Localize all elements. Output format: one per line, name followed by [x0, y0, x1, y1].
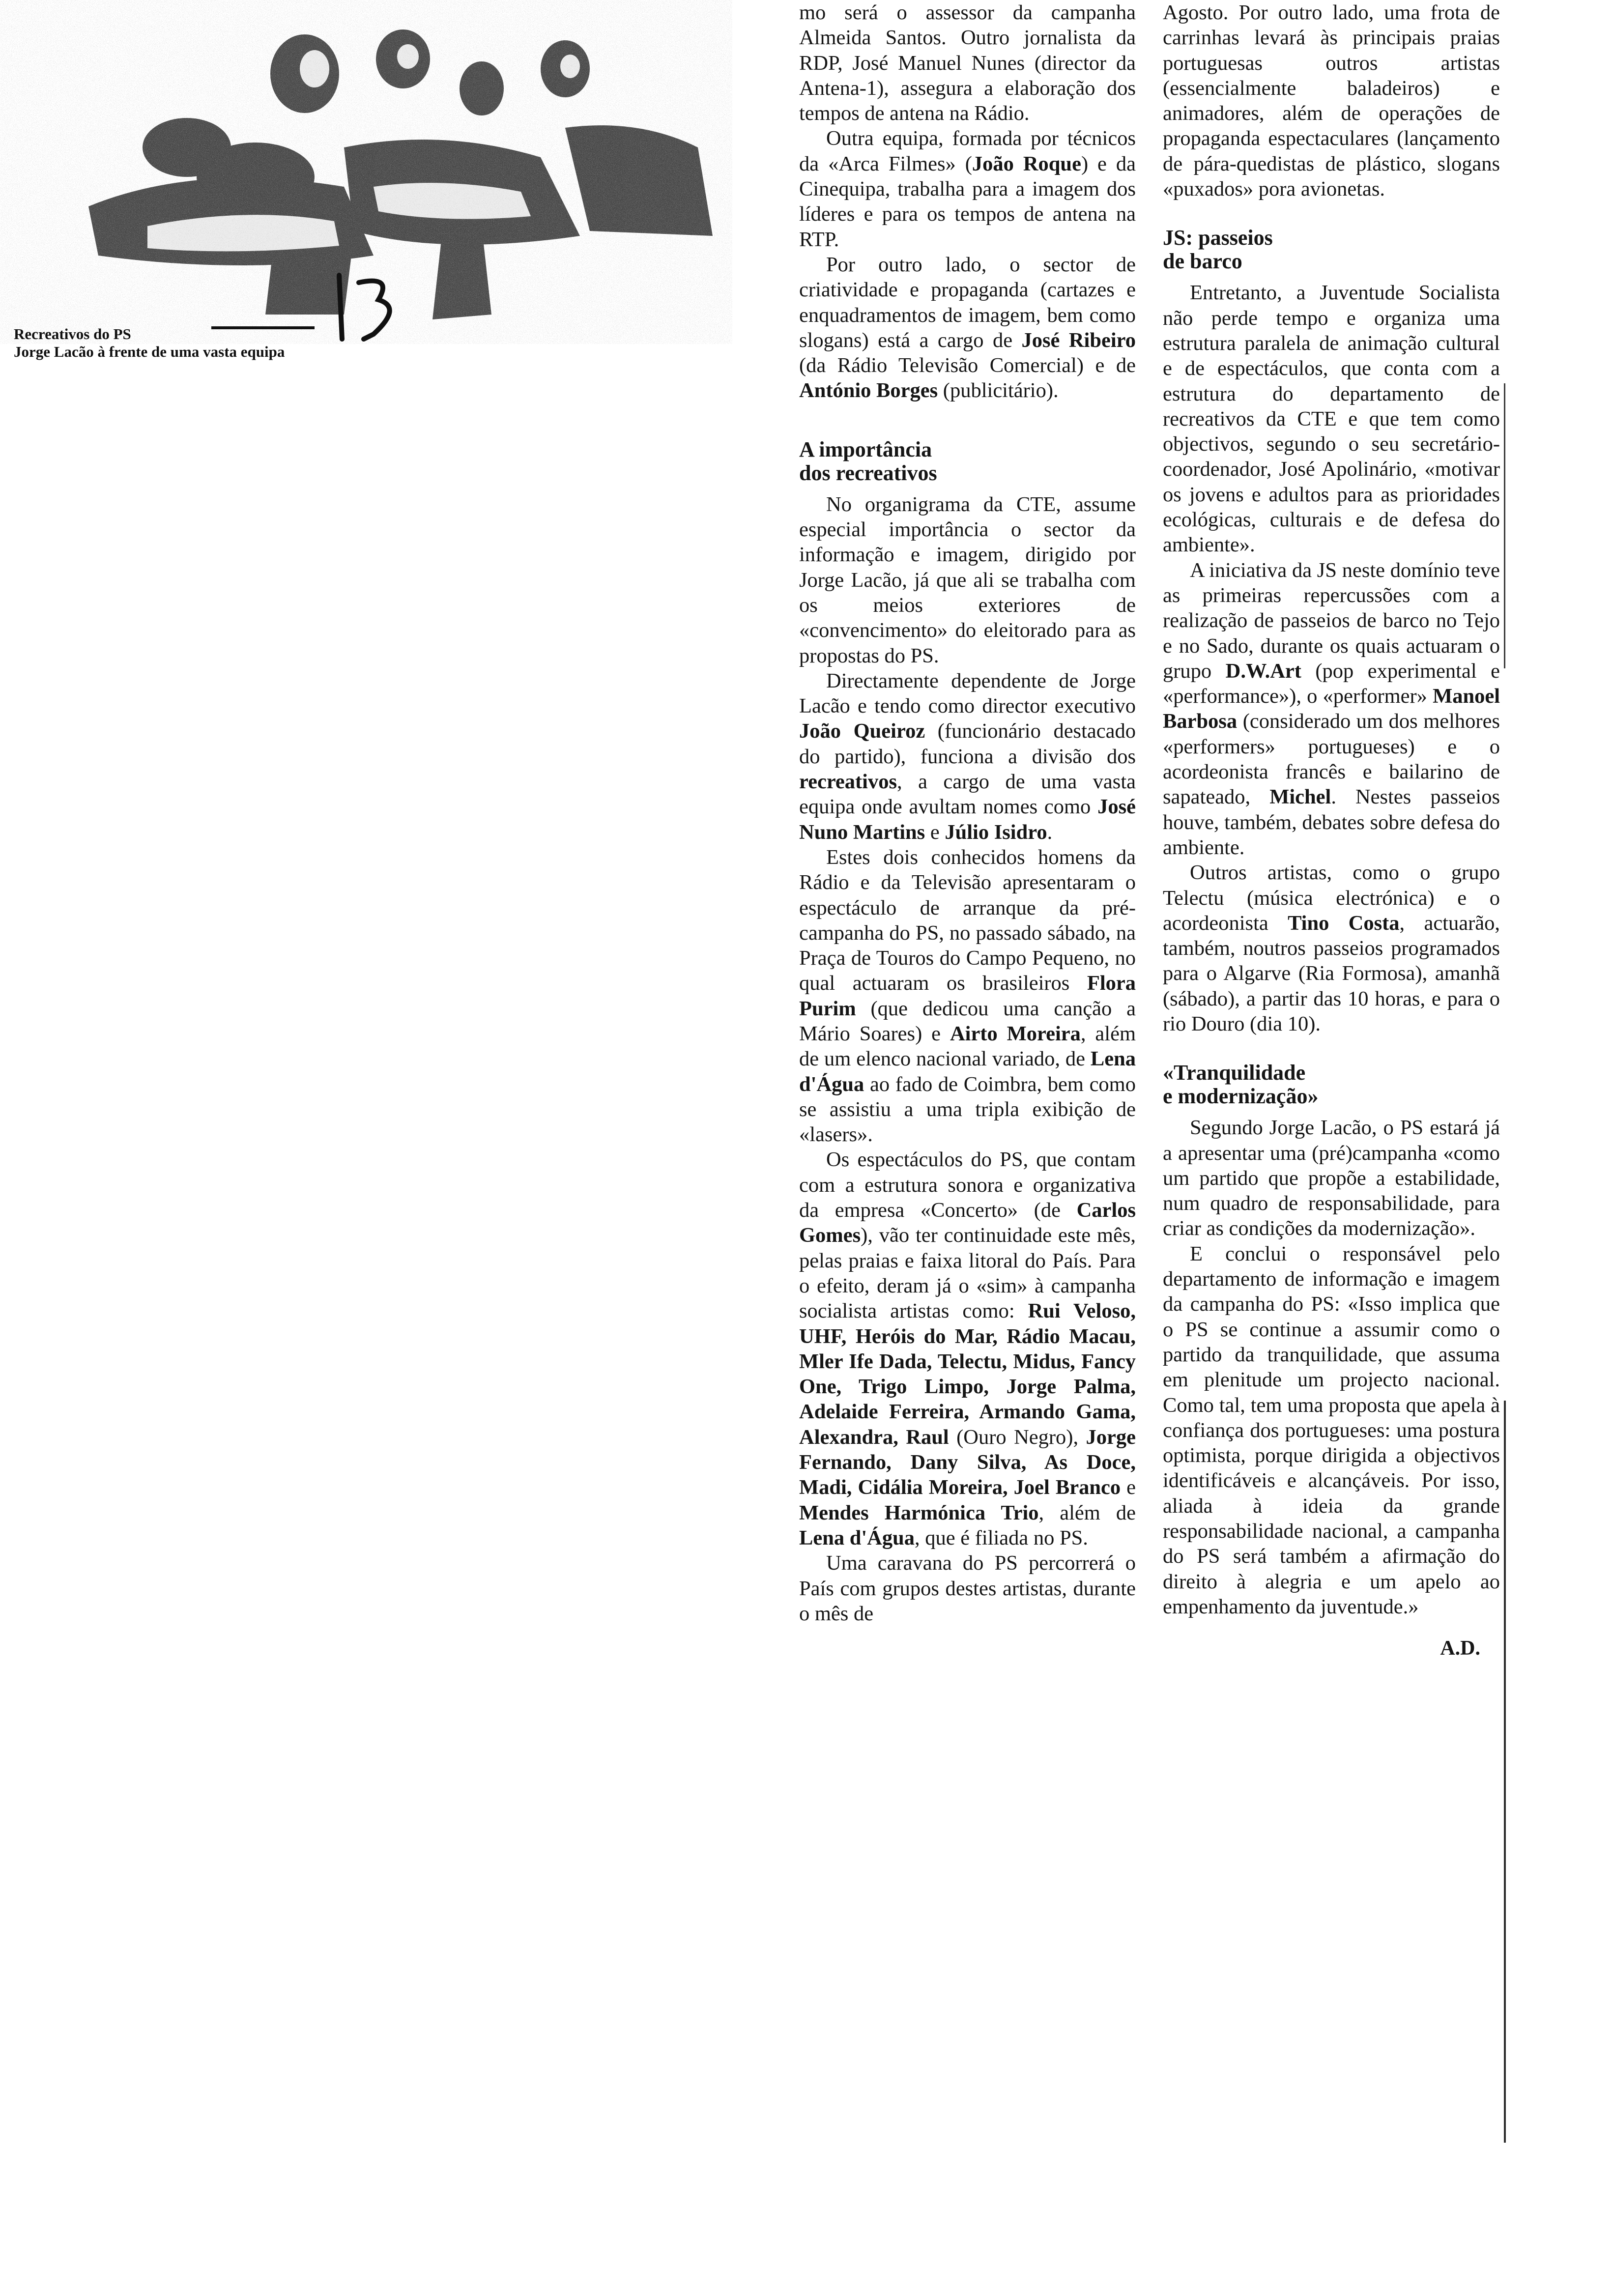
paragraph: Outros artistas, como o grupo Telectu (música electrónica) e o acordeonista Tino Costa, actuarão, também, noutros passeios programados para o Algarve (Ria Formosa), amanhã (sábado), a partir das 10 horas, e para o rio Douro (dia 10). [1163, 861, 1500, 1035]
article-photo [0, 0, 732, 344]
paragraph: Por outro lado, o sector de criatividade e propaganda (cartazes e enquadramentos de imagem, bem como slogans) está a cargo de José Ribeiro (da Rádio Televisão Comercial) e de António Borges (publicitário). [799, 253, 1136, 402]
photo-caption [14, 325, 387, 361]
paragraph: Os espectáculos do PS, que contam com a estrutura sonora e organizativa da empresa «Concerto» (de Carlos Gomes), vão ter continuidade este mês, pelas praias e faixa litoral do País. Para o efeito, deram já o «sim» à campanha socialista artistas como: Rui Veloso, UHF, Heróis do Mar, Rádio Macau, Mler Ife Dada, Telectu, Midus, Fancy One, Trigo Limpo, Jorge Palma, Adelaide Ferreira, Armando Gama, Alexandra, Raul (Ouro Negro), Jorge Fernando, Dany Silva, As Doce, Madi, Cidália Moreira, Joel Branco e Mendes Harmónica Trio, além de Lena d'Água, que é filiada no PS. [799, 1148, 1136, 1550]
column-rule [1504, 1401, 1506, 2143]
section-heading: A importância dos recreativos [799, 437, 937, 485]
photo-halftone [0, 0, 732, 344]
paragraph: Segundo Jorge Lacão, o PS estará já a apresentar uma (pré)campanha «como um partido que propõe a estabilidade, num quadro de responsabilidade, para criar as condições da modernização». [1163, 1116, 1500, 1240]
caption-text: Jorge Lacão à frente de uma vasta equipa [14, 343, 285, 360]
paragraph: Entretanto, a Juventude Socialista não perde tempo e organiza uma estrutura paralela de animação cultural e de espectáculos, que conta com a estrutura do departamento de recreativos da CTE e que tem como objectivos, segundo o seu secretário-coordenador, José Apolinário, «motivar os jovens e adultos para as prioridades ecológicas, culturais e de defesa do ambiente». [1163, 281, 1500, 557]
paragraph: Estes dois conhecidos homens da Rádio e da Televisão apresentaram o espectáculo de arranque da pré-campanha do PS, no passado sábado, na Praça de Touros do Campo Pequeno, no qual actuaram os brasileiros Flora Purim (que dedicou uma canção a Mário Soares) e Airto Moreira, além de um elenco nacional variado, de Lena d'Água ao fado de Coimbra, bem como se assistiu a uma tripla exibição de «lasers». [799, 845, 1136, 1147]
article-column-1 [799, 0, 1136, 1626]
paragraph: No organigrama da CTE, assume especial importância o sector da informação e imagem, dirigido por Jorge Lacão, já que ali se trabalha com os meios exteriores de «convencimento» do eleitorado para as propostas do PS. [799, 492, 1136, 667]
column-rule [1504, 383, 1505, 668]
section-heading: «Tranquilidade e modernização» [1163, 1061, 1319, 1109]
paragraph: Agosto. Por outro lado, uma frota de carrinhas levará às principais praias portuguesas outros artistas (essencialmente baladeiros) e animadores, além de operações de propaganda espectaculares (lançamento de pára-quedistas de plástico, slogans «puxados» pora avionetas. [1163, 1, 1500, 201]
author-signature: A.D. [1440, 1637, 1480, 1660]
section-heading: JS: passeios de barco [1163, 226, 1273, 274]
paragraph: Directamente dependente de Jorge Lacão e tendo como director executivo João Queiroz (funcionário destacado do partido), funciona a divisão dos recreativos, a cargo de uma vasta equipa onde avultam nomes como José Nuno Martins e Júlio Isidro. [799, 669, 1136, 844]
paragraph: E conclui o responsável pelo departamento de informação e imagem da campanha do PS: «Isso implica que o PS se continue a assumir como o partido da tranquilidade, que assuma em plenitude um projecto nacional. Como tal, tem uma proposta que apela à confiança dos portugueses: uma postura optimista, porque dirigida a objectivos identificáveis e alcançáveis. Por isso, aliada à ideia da grande responsabilidade nacional, a campanha do PS será também a afirmação do direito à alegria e um apelo ao empenhamento da juventude.» [1163, 1242, 1500, 1618]
paragraph: mo será o assessor da campanha Almeida Santos. Outro jornalista da RDP, José Manuel Nunes (director da Antena-1), assegura a elaboração dos tempos de antena na Rádio. [799, 1, 1136, 125]
article-column-2 [1163, 0, 1500, 1661]
caption-title: Recreativos do PS [14, 325, 131, 343]
paragraph: A iniciativa da JS neste domínio teve as primeiras repercussões com a realização de passeios de barco no Tejo e no Sado, durante os quais actuaram o grupo D.W.Art (pop experimental e «performance»), o «performer» Manoel Barbosa (considerado um dos melhores «performers» portugueses) e o acordeonista francês e bailarino de sapateado, Michel. Nestes passeios houve, também, debates sobre defesa do ambiente. [1163, 558, 1500, 859]
paragraph: Uma caravana do PS percorrerá o País com grupos destes artistas, durante o mês de [799, 1551, 1136, 1625]
paragraph: Outra equipa, formada por técnicos da «Arca Filmes» (João Roque) e da Cinequipa, trabalha para a imagem dos líderes e para os tempos de antena na RTP. [799, 127, 1136, 251]
